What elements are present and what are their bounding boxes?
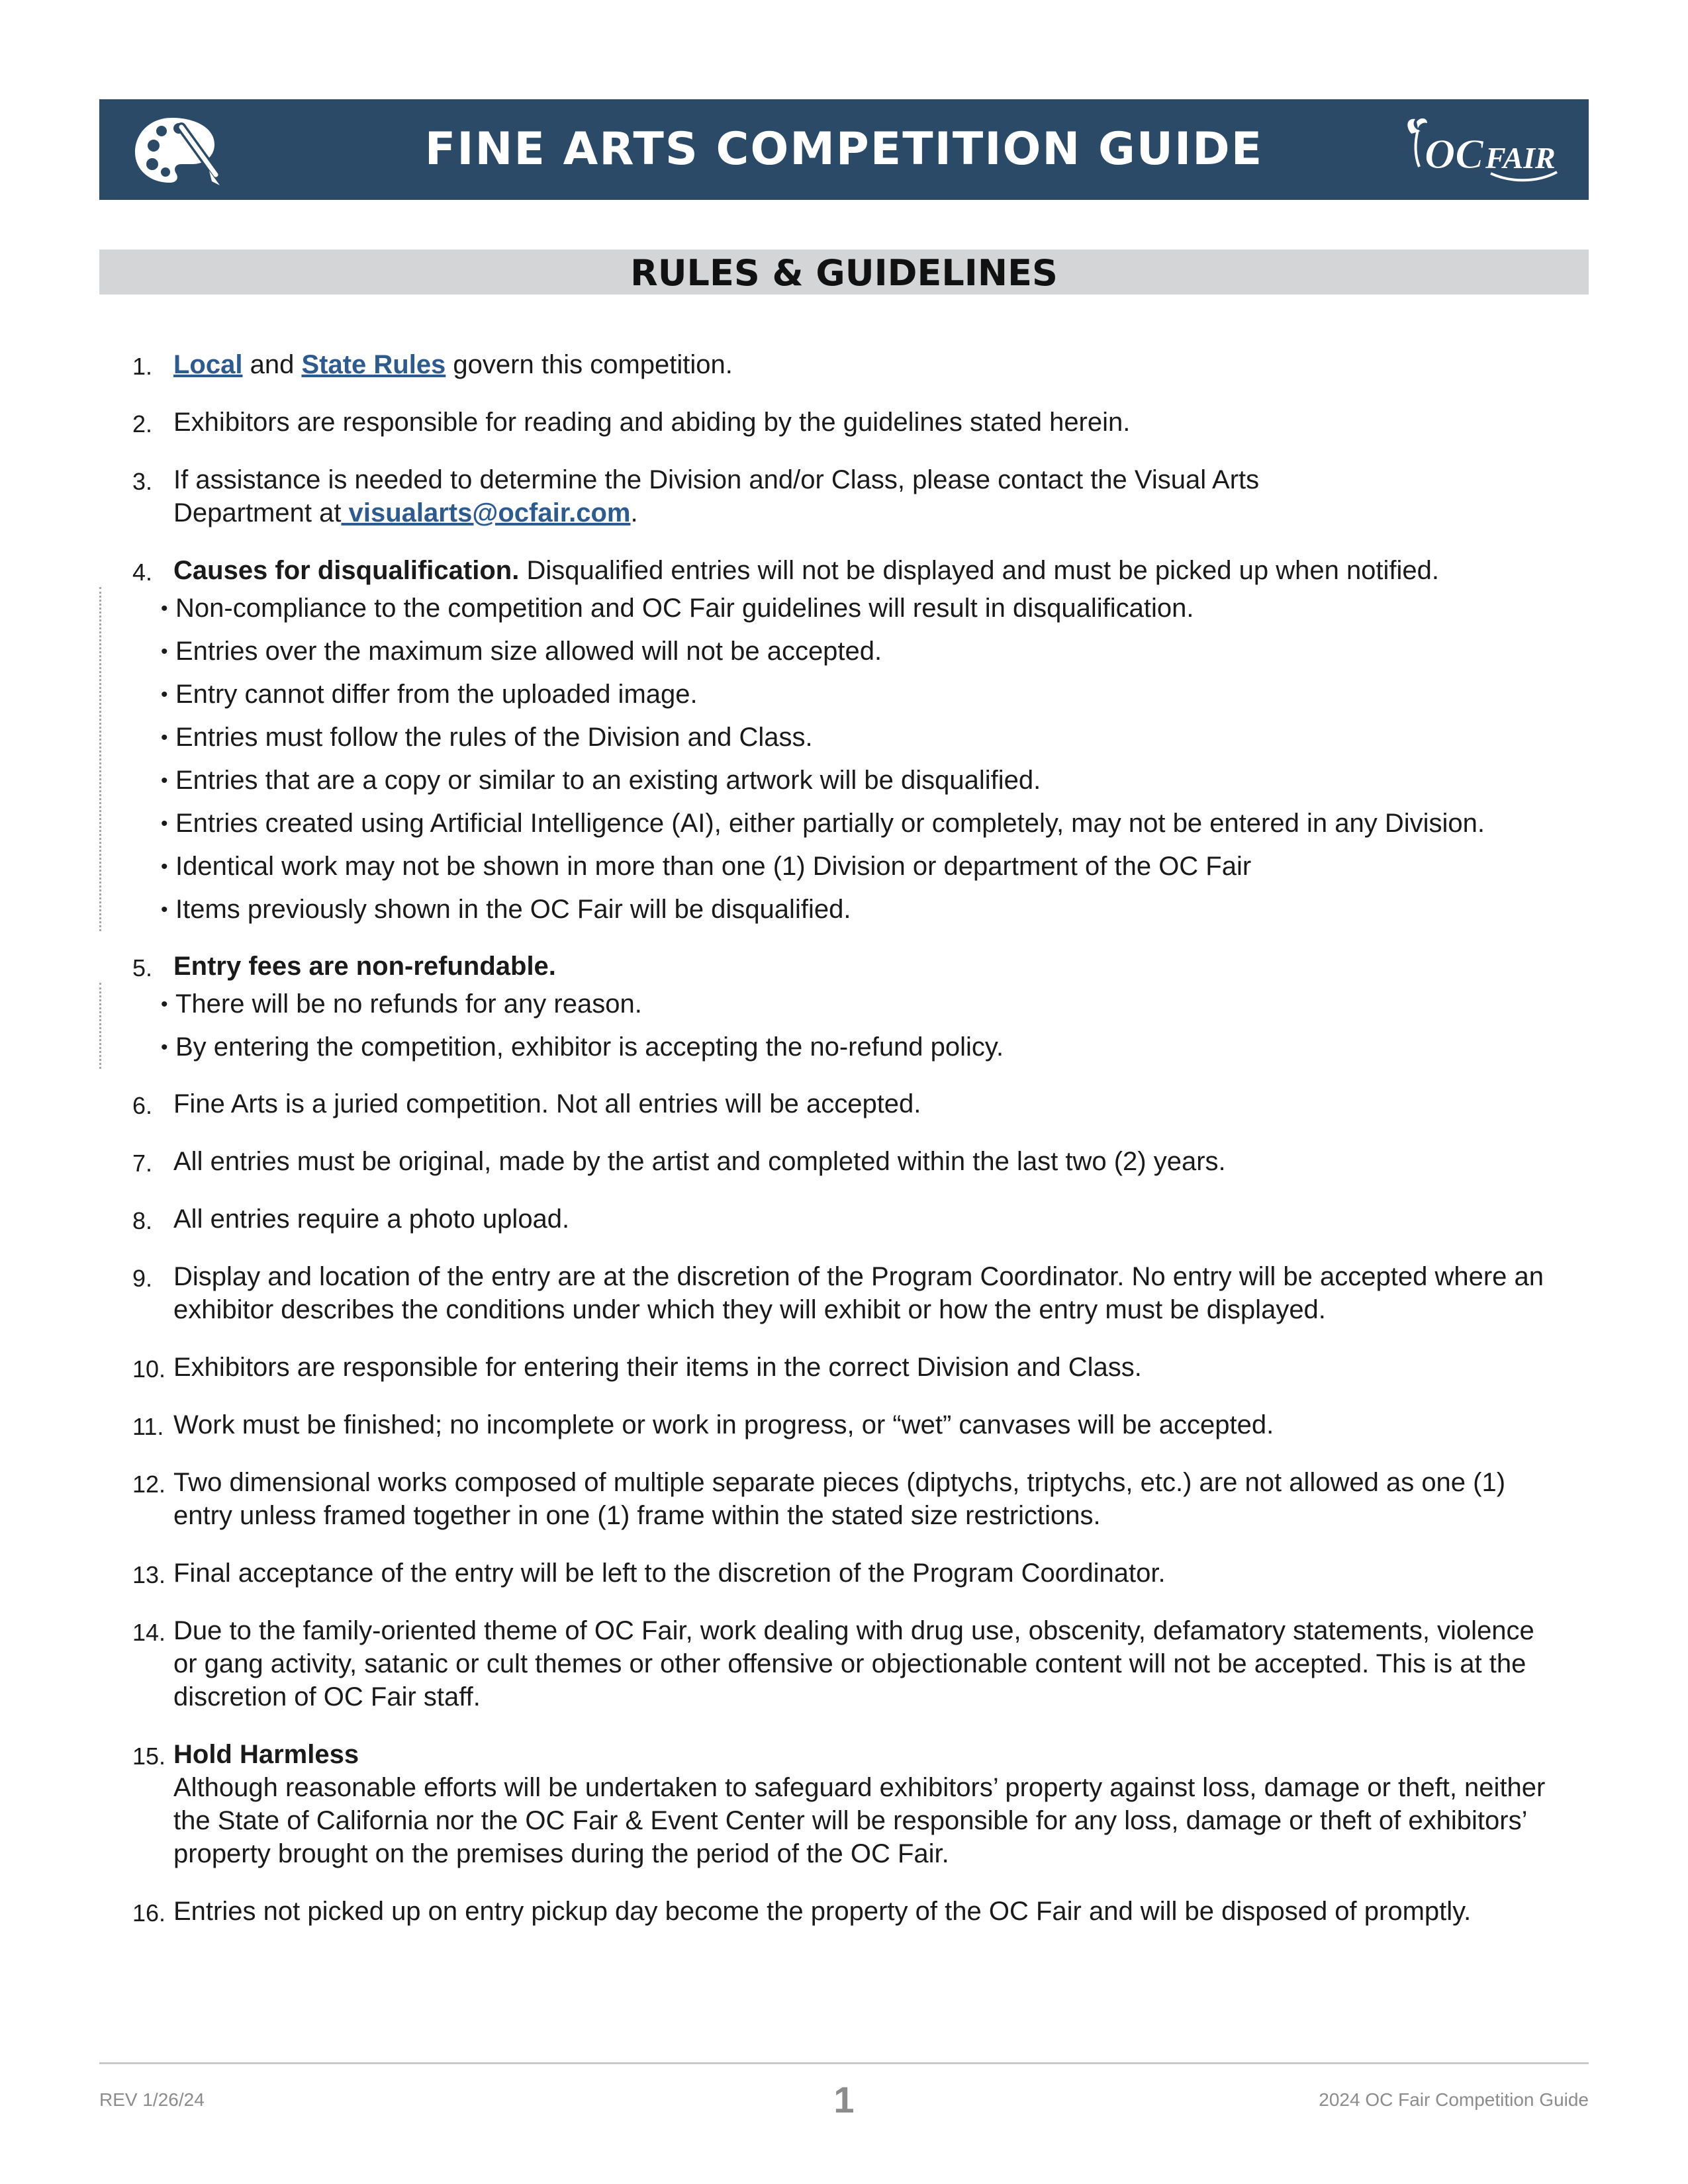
rule-text: Fine Arts is a juried competition. Not all entries will be accepted. xyxy=(173,1089,921,1118)
rule-text: All entries require a photo upload. xyxy=(173,1205,570,1234)
rule-number: 14. xyxy=(132,1619,166,1646)
rule-14 xyxy=(99,1614,1589,1713)
rule-text: Disqualified entries will not be displayed and must be picked up when notified. xyxy=(519,556,1440,585)
disqualification-bullets xyxy=(99,587,1589,931)
rule-number: 8. xyxy=(132,1207,153,1234)
rule-number: 5. xyxy=(132,954,153,981)
bullet-item: • Entries created using Artificial Intelligence (AI), either partially or completely, may not be entered in any Division. xyxy=(161,802,1589,845)
rule-number: 11. xyxy=(132,1413,164,1440)
rule-number: 16. xyxy=(132,1899,166,1927)
rule-number: 10. xyxy=(132,1355,166,1383)
rule-number: 13. xyxy=(132,1561,166,1588)
rule-6 xyxy=(99,1087,1589,1120)
rule-heading: Causes for disqualification. xyxy=(173,556,520,585)
footer-divider xyxy=(99,2062,1589,2064)
svg-text:OC: OC xyxy=(1425,130,1483,177)
rule-number: 4. xyxy=(132,559,153,586)
rule-number: 15. xyxy=(132,1743,166,1770)
rule-8 xyxy=(99,1203,1589,1236)
rule-number: 9. xyxy=(132,1265,153,1292)
bullet-item: • Entries that are a copy or similar to an existing artwork will be disqualified. xyxy=(161,759,1589,802)
rule-text: Display and location of the entry are at the discretion of the Program Coordinator. No entry will be accepted where an exhibitor describes the conditions under which they will exhibit or how the entry must be displayed. xyxy=(173,1262,1544,1324)
rule-number: 3. xyxy=(132,468,153,495)
rule-12 xyxy=(99,1466,1589,1532)
rule-text: and xyxy=(242,350,302,379)
rule-2 xyxy=(99,406,1589,439)
rule-13 xyxy=(99,1557,1589,1590)
rule-text: Final acceptance of the entry will be left to the discretion of the Program Coordinator. xyxy=(173,1559,1166,1588)
state-rules-link[interactable]: State Rules xyxy=(301,350,446,379)
bullet-item: • By entering the competition, exhibitor is accepting the no-refund policy. xyxy=(161,1026,1589,1069)
rule-7 xyxy=(99,1145,1589,1178)
refund-bullets xyxy=(99,983,1589,1069)
bullet-item: • Entries over the maximum size allowed will not be accepted. xyxy=(161,630,1589,673)
bullet-item: • There will be no refunds for any reason. xyxy=(161,983,1589,1026)
rule-number: 12. xyxy=(132,1471,166,1498)
rule-number: 1. xyxy=(132,353,153,380)
document-title: FINE ARTS COMPETITION GUIDE xyxy=(424,123,1264,175)
bullet-item: • Entries must follow the rules of the Division and Class. xyxy=(161,716,1589,759)
rule-heading: Hold Harmless xyxy=(173,1740,359,1769)
bullet-item: • Non-compliance to the competition and OC Fair guidelines will result in disqualification. xyxy=(161,587,1589,630)
rule-15 xyxy=(99,1738,1589,1870)
rule-text: If assistance is needed to determine the Division and/or Class, please contact the Visual Arts Department at xyxy=(173,465,1260,527)
rule-number: 2. xyxy=(132,410,153,437)
rule-text: Due to the family-oriented theme of OC Fair, work dealing with drug use, obscenity, defamatory statements, violence or gang activity, satanic or cult themes or other offensive or objectionable content will not be accepted. This is at the discretion of OC Fair staff. xyxy=(173,1616,1534,1711)
rule-1 xyxy=(99,348,1589,381)
rule-text: govern this competition. xyxy=(445,350,733,379)
section-title: RULES & GUIDELINES xyxy=(630,252,1058,294)
rule-number: 6. xyxy=(132,1092,153,1119)
svg-text:FAIR: FAIR xyxy=(1485,141,1556,175)
bullet-item: • Entry cannot differ from the uploaded image. xyxy=(161,673,1589,716)
rule-4 xyxy=(99,554,1589,931)
rule-text: Although reasonable efforts will be undertaken to safeguard exhibitors’ property against loss, damage or theft, neither the State of California nor the OC Fair & Event Center will be responsible for any loss, damage or theft of exhibitors’ property brought on the premises during the period of the OC Fair. xyxy=(173,1773,1546,1868)
rule-10 xyxy=(99,1351,1589,1384)
header-banner xyxy=(99,99,1589,200)
rule-text: All entries must be original, made by the artist and completed within the last two (2) years. xyxy=(173,1147,1226,1176)
rule-text: Two dimensional works composed of multiple separate pieces (diptychs, triptychs, etc.) are not allowed as one (1) entry unless framed together in one (1) frame within the stated size restrictions. xyxy=(173,1468,1506,1530)
local-rules-link[interactable]: Local xyxy=(173,350,243,379)
rule-16 xyxy=(99,1895,1589,1928)
footer-guide-title: 2024 OC Fair Competition Guide xyxy=(1319,2089,1589,2110)
oc-fair-logo xyxy=(1398,114,1564,185)
rule-number: 7. xyxy=(132,1150,153,1177)
rule-9 xyxy=(99,1260,1589,1326)
rule-text: Work must be finished; no incomplete or work in progress, or “wet” canvases will be accepted. xyxy=(173,1410,1274,1439)
rule-text: . xyxy=(630,498,638,527)
email-link[interactable]: visualarts@ocfair.com xyxy=(341,498,631,527)
rule-3 xyxy=(99,463,1589,529)
revision-date: REV 1/26/24 xyxy=(99,2089,205,2110)
rule-heading: Entry fees are non-refundable. xyxy=(173,952,556,981)
rule-text: Exhibitors are responsible for reading and abiding by the guidelines stated herein. xyxy=(173,408,1131,437)
rules-list xyxy=(99,348,1589,1952)
page-number: 1 xyxy=(833,2079,855,2120)
rule-11 xyxy=(99,1408,1589,1441)
rule-5 xyxy=(99,950,1589,1069)
bullet-item: • Identical work may not be shown in more than one (1) Division or department of the OC Fair xyxy=(161,845,1589,888)
bullet-item: • Items previously shown in the OC Fair will be disqualified. xyxy=(161,888,1589,931)
section-header xyxy=(99,250,1589,295)
rule-text: Entries not picked up on entry pickup day become the property of the OC Fair and will be disposed of promptly. xyxy=(173,1897,1472,1926)
rule-text: Exhibitors are responsible for entering their items in the correct Division and Class. xyxy=(173,1353,1142,1382)
